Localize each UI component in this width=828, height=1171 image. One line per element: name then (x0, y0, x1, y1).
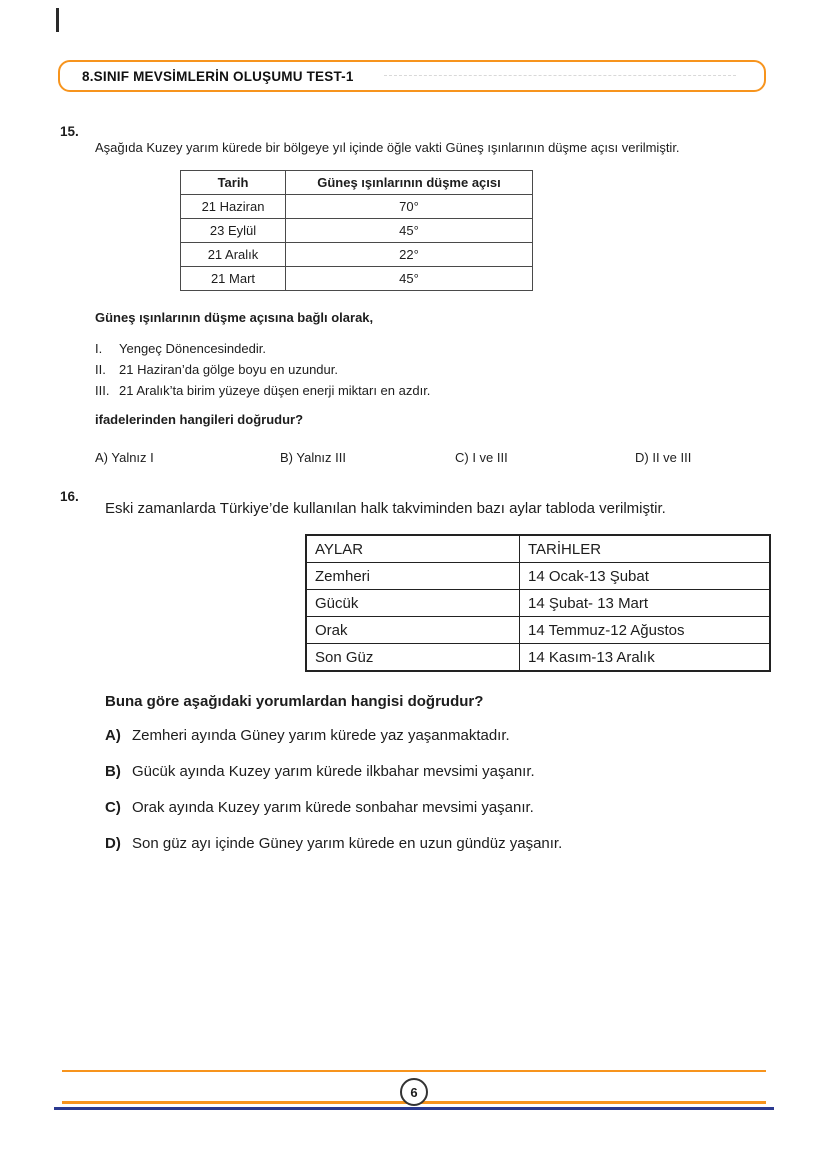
option-label: D) (105, 835, 121, 852)
footer-orange-line-top (62, 1070, 766, 1072)
options-list (105, 726, 772, 854)
option-a (105, 726, 772, 746)
table-cell: Son Güz (306, 644, 520, 672)
table-cell: Zemheri (306, 563, 520, 590)
option-d: D) II ve III (635, 450, 692, 465)
table-cell: 21 Mart (181, 267, 286, 291)
sun-angle-table (180, 170, 533, 291)
option-text: Zemheri ayında Güney yarım kürede yaz yaşanmaktadır. (132, 727, 510, 744)
option-b: B) Yalnız III (280, 450, 346, 465)
table-cell: Gücük (306, 590, 520, 617)
question-body (105, 489, 772, 854)
question-intro: Aşağıda Kuzey yarım kürede bir bölgeye yıl içinde öğle vakti Güneş ışınlarının düşme açısı verilmiştir. (95, 140, 680, 155)
option-c: C) I ve III (455, 450, 508, 465)
option-label: C) (105, 799, 121, 816)
table-cell: 21 Aralık (181, 243, 286, 267)
table-cell: 14 Temmuz-12 Ağustos (520, 617, 771, 644)
question-body (95, 124, 772, 465)
table-cell: 22° (286, 243, 533, 267)
table-cell: 45° (286, 219, 533, 243)
option-label: A) (105, 727, 121, 744)
options-row (95, 450, 772, 465)
header-scan-line (384, 75, 736, 76)
table-row (181, 219, 533, 243)
option-text: Son güz ayı içinde Güney yarım kürede en uzun gündüz yaşanır. (132, 835, 563, 852)
table-cell: 14 Şubat- 13 Mart (520, 590, 771, 617)
option-b (105, 762, 772, 782)
table-row (306, 617, 770, 644)
option-text: Gücük ayında Kuzey yarım kürede ilkbahar mevsimi yaşanır. (132, 763, 535, 780)
option-a: A) Yalnız I (95, 450, 154, 465)
option-d (105, 834, 772, 854)
statement-numeral: I. (95, 341, 103, 356)
table-header-row (306, 535, 770, 563)
statement-text: 21 Aralık’ta birim yüzeye düşen enerji miktarı en azdır. (119, 383, 431, 398)
question-16 (60, 489, 772, 854)
table-header-cell: TARİHLER (520, 535, 771, 563)
table-cell: 14 Ocak-13 Şubat (520, 563, 771, 590)
question-number: 15. (60, 124, 79, 139)
statement-item (95, 359, 772, 380)
header-box (58, 60, 766, 92)
table-header-cell: Tarih (181, 171, 286, 195)
table-header-cell: AYLAR (306, 535, 520, 563)
page-title: 8.SINIF MEVSİMLERİN OLUŞUMU TEST-1 (82, 68, 354, 84)
table-row (306, 563, 770, 590)
table-header-row (181, 171, 533, 195)
statements-list (95, 338, 772, 401)
table-cell: 21 Haziran (181, 195, 286, 219)
statement-numeral: III. (95, 383, 110, 398)
question-prompt: ifadelerinden hangileri doğrudur? (95, 412, 304, 427)
option-text: Orak ayında Kuzey yarım kürede sonbahar mevsimi yaşanır. (132, 799, 534, 816)
page-number-badge (400, 1078, 428, 1106)
table-row (306, 644, 770, 672)
statement-numeral: II. (95, 362, 106, 377)
table-row (181, 267, 533, 291)
corner-scan-mark (56, 8, 59, 32)
statement-text: 21 Haziran’da gölge boyu en uzundur. (119, 362, 338, 377)
statement-item (95, 380, 772, 401)
page-number: 6 (410, 1084, 418, 1100)
table-row (306, 590, 770, 617)
folk-calendar-table (305, 534, 771, 672)
question-prompt: Buna göre aşağıdaki yorumlardan hangisi doğrudur? (105, 693, 484, 710)
table-cell: 23 Eylül (181, 219, 286, 243)
footer-blue-line (54, 1107, 774, 1110)
table-header-cell: Güneş ışınlarının düşme açısı (286, 171, 533, 195)
table-cell: 70° (286, 195, 533, 219)
table-cell: 45° (286, 267, 533, 291)
table-cell: 14 Kasım-13 Aralık (520, 644, 771, 672)
table-row (181, 243, 533, 267)
option-c (105, 798, 772, 818)
statement-text: Yengeç Dönencesindedir. (119, 341, 266, 356)
option-label: B) (105, 763, 121, 780)
question-number: 16. (60, 489, 79, 504)
statement-item (95, 338, 772, 359)
question-intro: Eski zamanlarda Türkiye’de kullanılan halk takviminden bazı aylar tabloda verilmiştir. (105, 500, 666, 517)
question-15 (60, 124, 772, 465)
table-cell: Orak (306, 617, 520, 644)
table-row (181, 195, 533, 219)
question-stem: Güneş ışınlarının düşme açısına bağlı olarak, (95, 310, 374, 325)
